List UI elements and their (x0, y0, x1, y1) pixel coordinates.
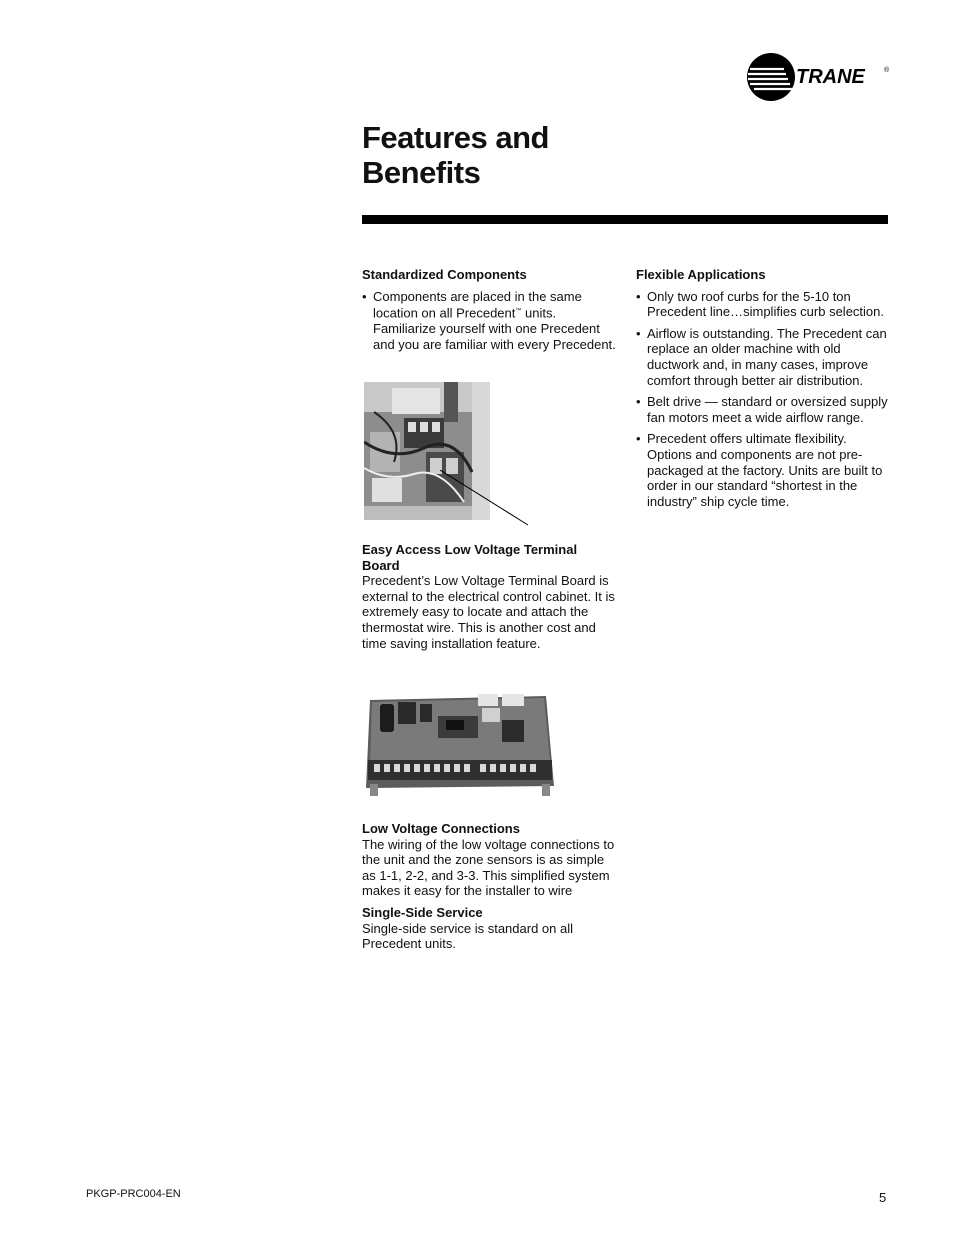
right-column (636, 267, 890, 515)
terminal-board-photo (362, 690, 558, 800)
left-column (362, 267, 616, 358)
standardized-components-list (362, 289, 616, 353)
low-voltage-section (362, 821, 616, 952)
terminal-board-body: Precedent’s Low Voltage Terminal Board is external to the electrical control cabinet. It is extremely easy to locate and attach the thermostat wire. This is another cost and time saving installation feature. (362, 573, 615, 651)
low-voltage-title: Low Voltage Connections (362, 821, 520, 836)
list-item: • Precedent offers ultimate flexibility. Options and components are not pre-packaged at the factory. Units are built to order in our standard “shortest in the industry” ship cycle time. (636, 431, 890, 509)
trane-logo-icon (746, 52, 891, 102)
standardized-components-heading: Standardized Components (362, 267, 527, 282)
title-line-2: Benefits (362, 155, 481, 190)
terminal-board-section (362, 542, 616, 651)
flexible-applications-heading: Flexible Applications (636, 267, 766, 282)
list-item: • Airflow is outstanding. The Precedent can replace an older machine with old ductwork and, in many cases, improve comfort through better air distribution. (636, 326, 890, 388)
list-item: • Belt drive — standard or oversized supply fan motors meet a wide airflow range. (636, 394, 890, 425)
document-code: PKGP-PRC004-EN (86, 1188, 181, 1200)
single-side-body: Single-side service is standard on all Precedent units. (362, 920, 573, 952)
callout-leader-line (440, 470, 540, 530)
page-title (362, 120, 549, 190)
low-voltage-body: The wiring of the low voltage connections to the unit and the zone sensors is as simple as 1-1, 2-2, and 3-3. This simplified system makes it easy for the installer to wire (362, 836, 615, 899)
page-number: 5 (879, 1190, 887, 1205)
title-line-1: Features and (362, 120, 549, 155)
list-item: • Components are placed in the same location on all Precedent™ units. Familiarize yourself with one Precedent and you are familiar with every Precedent. (362, 289, 616, 353)
flexible-applications-list (636, 289, 890, 510)
terminal-board-title: Easy Access Low Voltage Terminal Board (362, 542, 578, 573)
brand-name: TRANE (796, 66, 865, 88)
brand-mark: ® (884, 67, 890, 74)
single-side-title: Single-Side Service (362, 904, 483, 920)
list-item: • Only two roof curbs for the 5-10 ton Precedent line…simplifies curb selection. (636, 289, 890, 320)
title-rule (362, 215, 888, 224)
